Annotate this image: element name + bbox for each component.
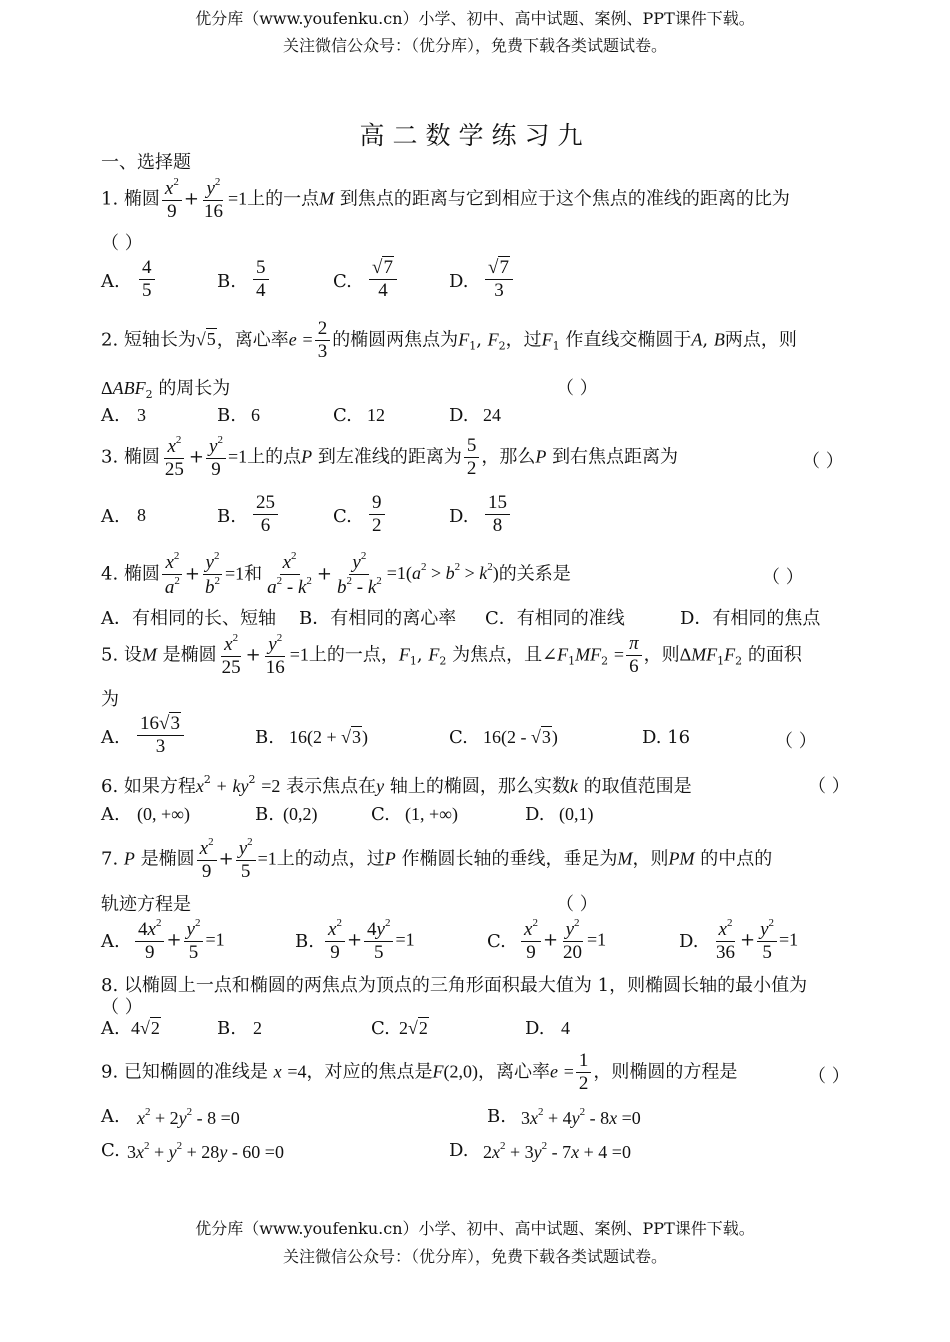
q5-line2: 为	[101, 689, 119, 710]
q9-options-cd: C. $3x^2 + y^2 + 28y - 60 =0$ D. $2x^2 + 3y^2 - 7x + 4 =0$	[101, 1140, 631, 1162]
question-1: 1. 椭圆 $\frac{x^2}{9}$ + $\frac{y^2}{16}$ =1上的一点M 到焦点的距离与它到相应于这个焦点的准线的距离的比为	[101, 176, 790, 222]
section-heading: 一、选择题	[101, 152, 191, 173]
q9-options-ab: A. $x^2 + 2y^2 - 8 =0$ B. $3x^2 + 4y^2 - 8x =0$	[101, 1106, 641, 1128]
question-6: 6. 如果方程$x^2 + ky^2 =2$ 表示焦点在y 轴上的椭圆，那么实数k 的取值范围是	[101, 773, 692, 797]
q8-paren: （ ）	[101, 997, 143, 1018]
q4-paren: （ ）	[762, 567, 804, 588]
question-8: 8. 以椭圆上一点和椭圆的两焦点为顶点的三角形面积最大值为 1，则椭圆长轴的最小值为	[101, 975, 808, 996]
q7-options: A. $\frac{4x^2}{9}$ + $\frac{y^2}{5}$ =1 B. $\frac{x^2}{9}$ + $\frac{4y^2}{5}$ =1 C. $\frac{x^2}{9}$ + $\frac{y^2}{20}$ =1 D. $\frac{x^2}{36}$ + $\frac{y^2}{5}$ =1	[101, 917, 799, 963]
q2-paren: （ ）	[556, 378, 598, 399]
question-5: 5. 设M 是椭圆 $\frac{x^2}{25}$ + $\frac{y^2}{16}$ =1上的一点，$F_1$, $F_2$ 为焦点，且$\angle F_1MF_2$ = $\frac{\pi}{6}$ ，则$\Delta MF_1F_2$ 的面积	[101, 632, 802, 678]
footer-line-2: 关注微信公众号：（优分库），免费下载各类试题试卷。	[282, 1247, 667, 1266]
q9-paren: （ ）	[808, 1066, 850, 1087]
q6-options: A. (0, +∞) B. (0,2) C. (1, +∞) D. (0,1)	[101, 804, 594, 825]
q7-line2: 轨迹方程是	[101, 894, 191, 915]
q1-paren: （ ）	[101, 233, 143, 254]
header-line-2: 关注微信公众号：（优分库），免费下载各类试题试卷。	[282, 36, 667, 55]
q5-options: A. $\frac{16√3}{3}$ B. 16(2 + √3) C. 16(2 - √3) D. 16 （ ）	[101, 713, 817, 757]
question-9: 9. 已知椭圆的准线是 x =4，对应的焦点是F(2,0)，离心率e = $\frac{1}{2}$ ，则椭圆的方程是	[101, 1050, 738, 1094]
q7-paren: （ ）	[556, 894, 598, 915]
question-3: 3. 椭圆 $\frac{x^2}{25}$ + $\frac{y^2}{9}$ =1上的点P 到左准线的距离为 $\frac{5}{2}$ ，那么P 到右焦点距离为	[101, 434, 679, 480]
q1-options: A. $\frac{4}{5}$ B. $\frac{5}{4}$ C. $\frac{√7}{4}$ D. $\frac{√7}{3}$	[101, 257, 601, 307]
q8-options: A. 4√2 B. 2 C. 2√2 D. 4	[101, 1018, 570, 1039]
question-2: 2. 短轴长为√5，离心率e = $\frac{2}{3}$ 的椭圆两焦点为$F_1$, $F_2$，过$F_1$ 作直线交椭圆于A, B两点，则	[101, 318, 797, 362]
q4-options: A．有相同的长、短轴 B．有相同的离心率 C．有相同的准线 D．有相同的焦点	[101, 608, 821, 629]
frac-x2-9: $\frac{x^2}{9}$	[162, 176, 182, 223]
question-4: 4. 椭圆 $\frac{x^2}{a^2}$ + $\frac{y^2}{b^2}$ =1和 $\frac{x^2}{a^2 - k^2}$ + $\frac{y^2}{b^2 - k^2}$ $=1(a^2 > b^2 > k^2)$的关系是	[101, 550, 571, 598]
q6-paren: （ ）	[808, 776, 850, 797]
question-7: 7. P 是椭圆 $\frac{x^2}{9}$ + $\frac{y^2}{5}$ =1上的动点，过P 作椭圆长轴的垂线，垂足为M，则PM 的中点的	[101, 836, 773, 882]
q2-options: A. 3 B. 6 C. 12 D. 24	[101, 405, 501, 426]
q3-options: A. 8 B. $\frac{25}{6}$ C. $\frac{9}{2}$ D. $\frac{15}{8}$	[101, 492, 601, 542]
frac-y2-16: $\frac{y^2}{16}$	[203, 176, 223, 222]
q3-paren: （ ）	[802, 451, 844, 472]
page-title: 高二数学练习九	[359, 121, 591, 150]
header-line-1: 优分库（www.youfenku.cn）小学、初中、高中试题、案例、PPT课件下载。	[195, 9, 755, 28]
footer-line-1: 优分库（www.youfenku.cn）小学、初中、高中试题、案例、PPT课件下载。	[195, 1219, 755, 1238]
q2-line2: $\Delta ABF_2$ 的周长为	[101, 378, 231, 401]
